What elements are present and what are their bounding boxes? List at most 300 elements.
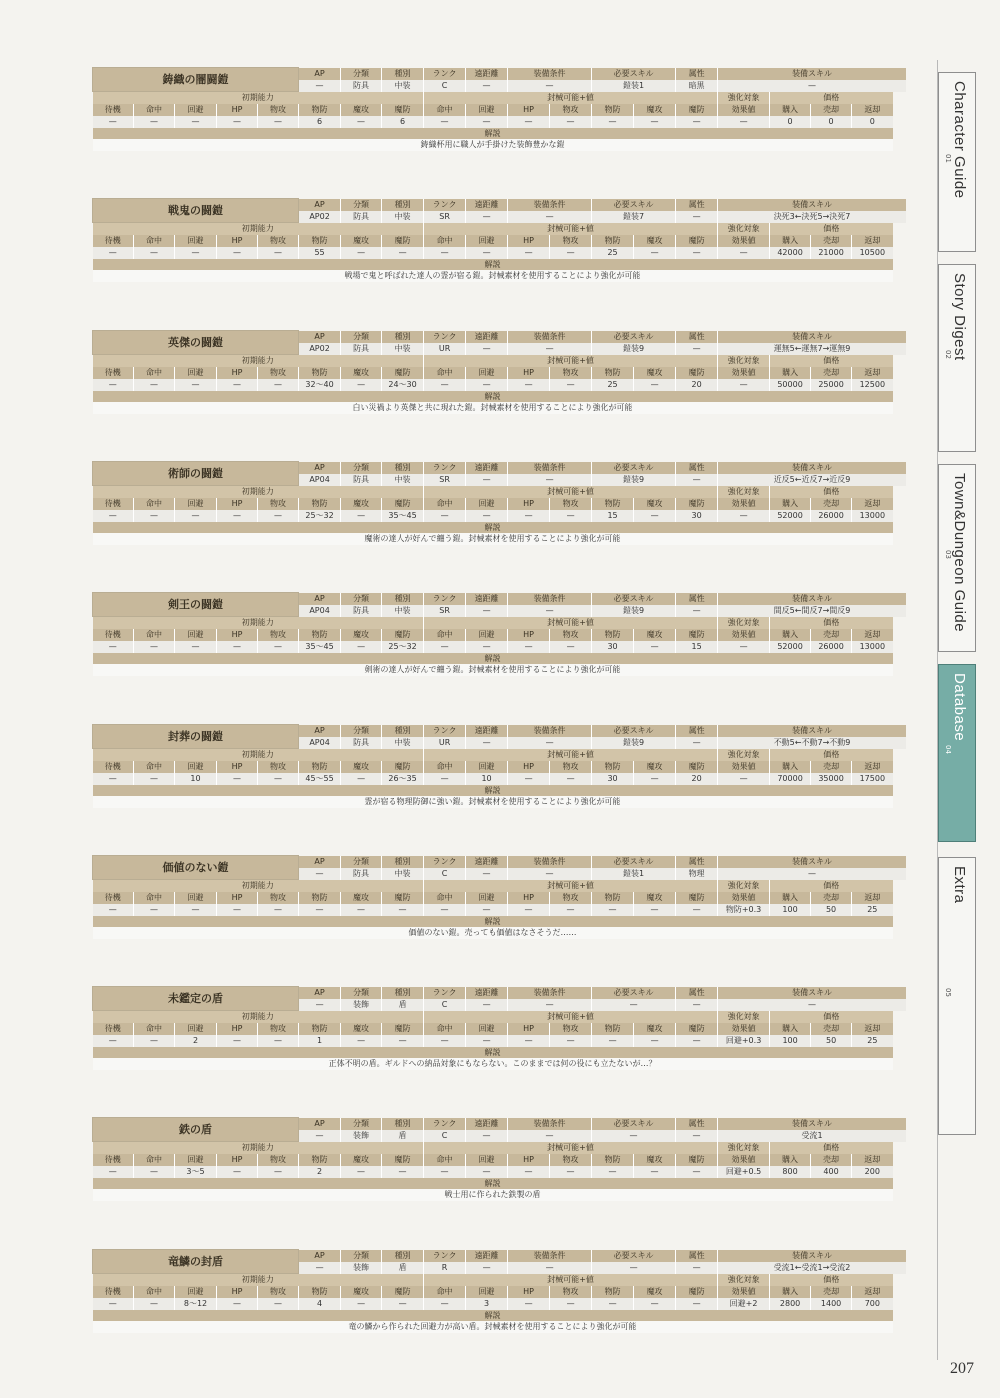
stat-label: HP [508, 104, 550, 116]
stat-value: — [550, 641, 592, 653]
stat-label: 回避 [466, 1286, 508, 1298]
stat-value: — [382, 1298, 424, 1310]
stat-value: — [382, 1166, 424, 1178]
stat-value: — [634, 1035, 676, 1047]
header-2: 種別 [382, 68, 424, 80]
tab-label: Database [951, 673, 968, 742]
price-label: 返却 [852, 1286, 893, 1298]
stat-value: — [550, 904, 592, 916]
item-description: 霊が宿る物理防御に強い鎧。封械素材を使用することにより強化が可能 [93, 796, 893, 808]
stat-value: — [550, 247, 592, 259]
tab-town-dungeon-guide[interactable] [938, 464, 976, 652]
item-card [92, 986, 906, 1082]
value-ranged: — [466, 999, 508, 1011]
price-label: 売却 [811, 104, 852, 116]
stat-value: — [634, 379, 676, 391]
desc-header-row [93, 785, 907, 796]
item-description: 剣術の達人が好んで纏う鎧。封械素材を使用することにより強化が可能 [93, 664, 893, 676]
desc-header-row [93, 916, 907, 927]
return-price: 13000 [852, 641, 893, 653]
stat-value: 6 [382, 116, 424, 128]
stat-value: — [134, 510, 175, 522]
stat-label: 命中 [134, 104, 175, 116]
stat-label: 物防 [592, 367, 634, 379]
stat-value: — [466, 641, 508, 653]
stat-label: 物防 [592, 104, 634, 116]
value-ap: — [299, 1262, 341, 1274]
value-ranged: — [466, 605, 508, 617]
item-name: 戦鬼の闘鎧 [93, 199, 299, 223]
stat-value: — [341, 379, 382, 391]
price-label: 返却 [852, 761, 893, 773]
stat-label-row [93, 1023, 907, 1035]
value-ranged: — [466, 1262, 508, 1274]
stat-value: — [676, 1166, 718, 1178]
stat-label: 魔攻 [634, 1154, 676, 1166]
stat-label: 回避 [466, 235, 508, 247]
header-4: 遠距離 [466, 987, 508, 999]
stat-value: — [217, 379, 258, 391]
stat-label-row [93, 104, 907, 116]
header-1: 分類 [341, 725, 382, 737]
header-3: ランク [424, 199, 466, 211]
stat-label: 魔防 [382, 629, 424, 641]
stat-label: 魔防 [382, 761, 424, 773]
stat-label: 物攻 [258, 367, 299, 379]
stat-value: — [466, 904, 508, 916]
value-attr: — [676, 211, 718, 223]
desc-header: 解説 [93, 1178, 893, 1189]
price-header: 価格 [770, 486, 893, 499]
stat-label: 物防 [299, 235, 341, 247]
enhance-header: 強化対象 [718, 1274, 770, 1287]
stat-label: 魔攻 [341, 235, 382, 247]
value-class: 防具 [341, 605, 382, 617]
stat-label: HP [508, 892, 550, 904]
stat-value: — [175, 379, 217, 391]
initial-stats-header: 初期能力 [93, 92, 424, 105]
stat-label: HP [217, 761, 258, 773]
section-row [93, 617, 907, 630]
value-attr: — [676, 474, 718, 486]
stat-label: HP [508, 629, 550, 641]
stat-label: 物防 [299, 1154, 341, 1166]
value-rank: UR [424, 343, 466, 355]
item-name: 未鑑定の盾 [93, 987, 299, 1011]
value-ranged: — [466, 343, 508, 355]
header-5: 装備条件 [508, 68, 592, 80]
stat-label: 物防 [299, 892, 341, 904]
value-equip-skill: — [718, 80, 906, 92]
stat-value: — [592, 116, 634, 128]
header-row [93, 593, 907, 605]
value-attr: — [676, 737, 718, 749]
stat-label-row [93, 892, 907, 904]
tab-database[interactable] [938, 664, 976, 842]
stat-label: 魔攻 [634, 629, 676, 641]
tab-character-guide[interactable] [938, 72, 976, 252]
stat-label: 命中 [424, 104, 466, 116]
stat-label: 回避 [175, 761, 217, 773]
buy-price: 50000 [770, 379, 811, 391]
value-rank: C [424, 999, 466, 1011]
stat-label: 魔防 [382, 892, 424, 904]
stat-value: — [550, 510, 592, 522]
stat-value: — [93, 773, 134, 785]
header-8: 装備スキル [718, 331, 906, 343]
header-4: 遠距離 [466, 856, 508, 868]
header-3: ランク [424, 68, 466, 80]
stat-label: 命中 [134, 629, 175, 641]
price-header: 価格 [770, 617, 893, 630]
price-label: 購入 [770, 104, 811, 116]
stat-value: — [258, 379, 299, 391]
stat-value: 2 [299, 1166, 341, 1178]
header-3: ランク [424, 725, 466, 737]
desc-row [93, 270, 907, 282]
effect-label: 効果値 [718, 1286, 770, 1298]
item-description: 魔術の達人が好んで纏う鎧。封械素材を使用することにより強化が可能 [93, 533, 893, 545]
stat-value: — [466, 247, 508, 259]
stat-value: — [508, 904, 550, 916]
stat-label: 魔攻 [341, 892, 382, 904]
stat-label: 待機 [93, 498, 134, 510]
stat-label: 回避 [175, 498, 217, 510]
enhance-header: 強化対象 [718, 223, 770, 236]
header-row [93, 1250, 907, 1262]
header-5: 装備条件 [508, 1118, 592, 1130]
stat-value: — [175, 247, 217, 259]
item-name: 価値のない鎧 [93, 856, 299, 880]
stat-label: 物攻 [258, 1154, 299, 1166]
stat-label: 命中 [134, 367, 175, 379]
price-label: 売却 [811, 235, 852, 247]
stat-label: 魔防 [382, 1154, 424, 1166]
price-header: 価格 [770, 92, 893, 105]
price-label: 売却 [811, 629, 852, 641]
value-req-skill: 鎧装1 [592, 868, 676, 880]
seal-stats-header: 封械可能+値 [424, 1274, 718, 1287]
stat-label: 命中 [424, 629, 466, 641]
stat-value: — [93, 1298, 134, 1310]
stat-value: — [592, 1035, 634, 1047]
stat-value: 15 [592, 510, 634, 522]
price-label: 売却 [811, 1286, 852, 1298]
header-7: 属性 [676, 856, 718, 868]
header-8: 装備スキル [718, 987, 906, 999]
value-type: 中装 [382, 868, 424, 880]
header-row [93, 856, 907, 868]
section-row [93, 355, 907, 368]
header-0: AP [299, 331, 341, 343]
header-8: 装備スキル [718, 462, 906, 474]
value-ranged: — [466, 868, 508, 880]
value-equip-skill: 間反5←間反7→間反9 [718, 605, 906, 617]
header-0: AP [299, 725, 341, 737]
initial-stats-header: 初期能力 [93, 1142, 424, 1155]
desc-header: 解説 [93, 259, 893, 270]
value-equip-skill: 受流1 [718, 1130, 906, 1142]
stat-value: 6 [299, 116, 341, 128]
stat-label: HP [508, 1023, 550, 1035]
desc-header-row [93, 1047, 907, 1058]
desc-header: 解説 [93, 785, 893, 796]
value-equip-skill: 運無5←運無7→運無9 [718, 343, 906, 355]
stat-label: 待機 [93, 761, 134, 773]
value-ap: AP04 [299, 605, 341, 617]
item-card [92, 330, 906, 426]
stat-label: 魔攻 [634, 235, 676, 247]
stat-value: — [217, 247, 258, 259]
value-req-skill: 鎧装9 [592, 474, 676, 486]
effect-value: 回避+2 [718, 1298, 770, 1310]
effect-label: 効果値 [718, 1154, 770, 1166]
sell-price: 1400 [811, 1298, 852, 1310]
stat-label: 物防 [299, 498, 341, 510]
stat-value: — [134, 116, 175, 128]
price-label: 売却 [811, 367, 852, 379]
section-tabs [938, 72, 976, 1332]
stat-value: — [508, 510, 550, 522]
desc-header-row [93, 1310, 907, 1321]
stat-label: 物防 [592, 235, 634, 247]
stat-value: 10 [466, 773, 508, 785]
stat-value: — [466, 510, 508, 522]
tab-number: 01 [944, 154, 952, 163]
stat-value: — [258, 1035, 299, 1047]
header-0: AP [299, 1250, 341, 1262]
value-class: 防具 [341, 211, 382, 223]
stat-value: — [592, 1298, 634, 1310]
price-label: 売却 [811, 892, 852, 904]
stat-label: 待機 [93, 1286, 134, 1298]
header-5: 装備条件 [508, 199, 592, 211]
stat-value: — [93, 510, 134, 522]
header-6: 必要スキル [592, 856, 676, 868]
stat-value: — [341, 1298, 382, 1310]
price-label: 購入 [770, 498, 811, 510]
stat-label: 物防 [592, 1023, 634, 1035]
stat-label: 回避 [466, 1023, 508, 1035]
stat-value: — [217, 1035, 258, 1047]
price-label: 返却 [852, 629, 893, 641]
item-name: 封葬の闘鎧 [93, 725, 299, 749]
item-table [92, 1117, 906, 1201]
price-header: 価格 [770, 1011, 893, 1024]
sell-price: 35000 [811, 773, 852, 785]
stat-label: 魔防 [676, 1154, 718, 1166]
stat-value: 24～30 [382, 379, 424, 391]
price-label: 購入 [770, 1023, 811, 1035]
stat-value: — [93, 641, 134, 653]
stat-label: 魔攻 [341, 629, 382, 641]
value-equip-cond: — [508, 605, 592, 617]
price-label: 返却 [852, 1023, 893, 1035]
item-description: 戦場で鬼と呼ばれた達人の霊が宿る鎧。封械素材を使用することにより強化が可能 [93, 270, 893, 282]
stat-label: 魔攻 [634, 761, 676, 773]
item-description: 戦士用に作られた鉄製の盾 [93, 1189, 893, 1201]
tab-label: Extra [951, 866, 968, 904]
header-0: AP [299, 68, 341, 80]
stat-label: 魔防 [676, 1023, 718, 1035]
stat-value: — [508, 1166, 550, 1178]
stat-value-row [93, 641, 907, 653]
initial-stats-header: 初期能力 [93, 749, 424, 762]
value-ap: — [299, 80, 341, 92]
stat-value: 20 [676, 379, 718, 391]
header-5: 装備条件 [508, 462, 592, 474]
sell-price: 0 [811, 116, 852, 128]
stat-value: — [424, 1298, 466, 1310]
desc-row [93, 139, 907, 151]
stat-value: 26～35 [382, 773, 424, 785]
stat-value: — [424, 510, 466, 522]
stat-label: 物防 [299, 104, 341, 116]
buy-price: 52000 [770, 510, 811, 522]
stat-label: HP [508, 367, 550, 379]
tab-story-digest[interactable] [938, 264, 976, 452]
stat-label: 命中 [134, 1286, 175, 1298]
value-type: 中装 [382, 80, 424, 92]
value-rank: R [424, 1262, 466, 1274]
header-0: AP [299, 593, 341, 605]
stat-label: 物攻 [258, 761, 299, 773]
stat-label-row [93, 629, 907, 641]
stat-value: — [258, 773, 299, 785]
header-8: 装備スキル [718, 1250, 906, 1262]
stat-label: 物攻 [550, 1154, 592, 1166]
stat-label: 物防 [592, 498, 634, 510]
stat-label: 待機 [93, 235, 134, 247]
stat-label: HP [508, 235, 550, 247]
value-ranged: — [466, 211, 508, 223]
stat-label: 魔攻 [634, 498, 676, 510]
stat-value: 8～12 [175, 1298, 217, 1310]
value-type: 中装 [382, 605, 424, 617]
stat-value: — [382, 1035, 424, 1047]
stat-label: 物防 [592, 1154, 634, 1166]
stat-value: 2 [175, 1035, 217, 1047]
header-8: 装備スキル [718, 725, 906, 737]
stat-label: HP [217, 367, 258, 379]
stat-label-row [93, 498, 907, 510]
stat-value: — [258, 904, 299, 916]
price-label: 売却 [811, 1023, 852, 1035]
stat-value: — [217, 1298, 258, 1310]
enhance-header: 強化対象 [718, 749, 770, 762]
value-ap: — [299, 999, 341, 1011]
stat-value: 10 [175, 773, 217, 785]
value-rank: SR [424, 211, 466, 223]
effect-label: 効果値 [718, 892, 770, 904]
effect-label: 効果値 [718, 498, 770, 510]
header-5: 装備条件 [508, 1250, 592, 1262]
enhance-header: 強化対象 [718, 617, 770, 630]
stat-label: 魔防 [382, 235, 424, 247]
seal-stats-header: 封械可能+値 [424, 617, 718, 630]
value-ap: — [299, 1130, 341, 1142]
stat-label: 魔防 [382, 1286, 424, 1298]
header-4: 遠距離 [466, 1118, 508, 1130]
page-number: 207 [950, 1360, 974, 1377]
stat-label: 命中 [424, 235, 466, 247]
stat-label: 物攻 [550, 235, 592, 247]
stat-label: HP [217, 498, 258, 510]
header-1: 分類 [341, 462, 382, 474]
tab-number: 03 [944, 550, 952, 559]
stat-value: — [217, 116, 258, 128]
stat-value: — [341, 641, 382, 653]
value-class: 防具 [341, 868, 382, 880]
price-label: 返却 [852, 498, 893, 510]
stat-value: 35～45 [382, 510, 424, 522]
seal-stats-header: 封械可能+値 [424, 1142, 718, 1155]
buy-price: 100 [770, 904, 811, 916]
tab-extra[interactable] [938, 857, 976, 1135]
return-price: 25 [852, 1035, 893, 1047]
header-6: 必要スキル [592, 725, 676, 737]
price-label: 購入 [770, 1154, 811, 1166]
effect-label: 効果値 [718, 104, 770, 116]
enhance-header: 強化対象 [718, 1142, 770, 1155]
initial-stats-header: 初期能力 [93, 486, 424, 499]
section-row [93, 1274, 907, 1287]
effect-label: 効果値 [718, 761, 770, 773]
item-name: 術師の闘鎧 [93, 462, 299, 486]
enhance-header: 強化対象 [718, 355, 770, 368]
stat-value: 20 [676, 773, 718, 785]
section-row [93, 749, 907, 762]
header-6: 必要スキル [592, 199, 676, 211]
stat-value: — [550, 1035, 592, 1047]
desc-header-row [93, 1178, 907, 1189]
header-4: 遠距離 [466, 199, 508, 211]
section-row [93, 1011, 907, 1024]
seal-stats-header: 封械可能+値 [424, 1011, 718, 1024]
stat-value: — [550, 773, 592, 785]
value-class: 防具 [341, 343, 382, 355]
stat-value: — [634, 641, 676, 653]
stat-label: HP [217, 629, 258, 641]
header-0: AP [299, 199, 341, 211]
desc-row [93, 927, 907, 939]
stat-value: 25 [592, 379, 634, 391]
header-2: 種別 [382, 856, 424, 868]
header-7: 属性 [676, 68, 718, 80]
stat-value: — [134, 1166, 175, 1178]
initial-stats-header: 初期能力 [93, 1011, 424, 1024]
stat-value-row [93, 247, 907, 259]
value-req-skill: — [592, 1262, 676, 1274]
header-0: AP [299, 856, 341, 868]
stat-label: 命中 [134, 235, 175, 247]
stat-value: — [175, 641, 217, 653]
header-row [93, 462, 907, 474]
value-equip-skill: — [718, 999, 906, 1011]
seal-stats-header: 封械可能+値 [424, 355, 718, 368]
buy-price: 800 [770, 1166, 811, 1178]
stat-label: 魔攻 [341, 367, 382, 379]
item-table [92, 1249, 906, 1333]
value-ranged: — [466, 80, 508, 92]
stat-label: 物攻 [550, 1023, 592, 1035]
desc-row [93, 796, 907, 808]
stat-label: HP [508, 498, 550, 510]
value-equip-cond: — [508, 211, 592, 223]
stat-label: 物攻 [550, 498, 592, 510]
stat-label: HP [217, 1286, 258, 1298]
desc-header-row [93, 128, 907, 139]
